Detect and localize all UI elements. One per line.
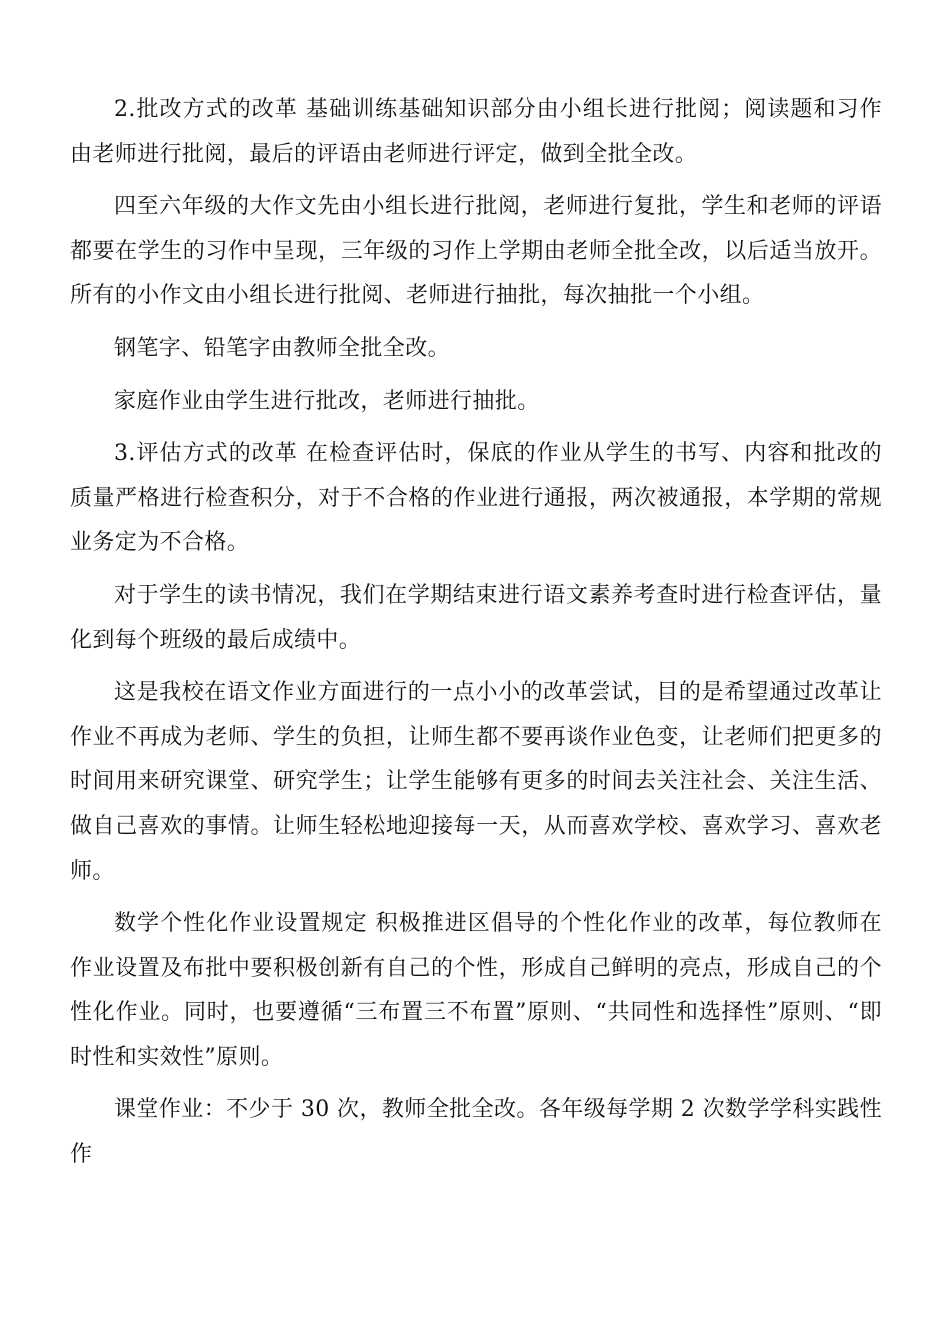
paragraph-evaluation-method: 3.评估方式的改革 在检查评估时，保底的作业从学生的书写、内容和批改的质量严格进行检查积分，对于不合格的作业进行通报，两次被通报，本学期的常规业务定为不合格。: [70, 441, 882, 556]
paragraph-reading-evaluation: 对于学生的读书情况，我们在学期结束进行语文素养考查时进行检查评估，量化到每个班级的最后成绩中。: [70, 582, 882, 653]
paragraph-composition-grading: 四至六年级的大作文先由小组长进行批阅，老师进行复批，学生和老师的评语都要在学生的习作中呈现，三年级的习作上学期由老师全批全改，以后适当放开。所有的小作文由小组长进行批阅、老师进行抽批，每次抽批一个小组。: [70, 194, 882, 309]
paragraph-math-homework-rules: 数学个性化作业设置规定 积极推进区倡导的个性化作业的改革，每位教师在作业设置及布批中要积极创新有自己的个性，形成自己鲜明的亮点，形成自己的个性化作业。同时，也要遵循“三布置三不布置”原则、“共同性和选择性”原则、“即时性和实效性”原则。: [70, 911, 882, 1070]
paragraph-reform-summary: 这是我校在语文作业方面进行的一点小小的改革尝试，目的是希望通过改革让作业不再成为老师、学生的负担，让师生都不要再谈作业色变，让老师们把更多的时间用来研究课堂、研究学生；让学生能够有更多的时间去关注社会、关注生活、做自己喜欢的事情。让师生轻松地迎接每一天，从而喜欢学校、喜欢学习、喜欢老师。: [70, 680, 882, 884]
paragraph-classroom-homework: 课堂作业：不少于 30 次，教师全批全改。各年级每学期 2 次数学学科实践性作: [70, 1097, 882, 1168]
document-page: [70, 88, 882, 1186]
paragraph-grading-method: 2.批改方式的改革 基础训练基础知识部分由小组长进行批阅；阅读题和习作由老师进行批阅，最后的评语由老师进行评定，做到全批全改。: [70, 97, 882, 167]
paragraph-homework: 家庭作业由学生进行批改，老师进行抽批。: [114, 388, 540, 414]
paragraph-handwriting: 钢笔字、铅笔字由教师全批全改。: [114, 335, 451, 361]
